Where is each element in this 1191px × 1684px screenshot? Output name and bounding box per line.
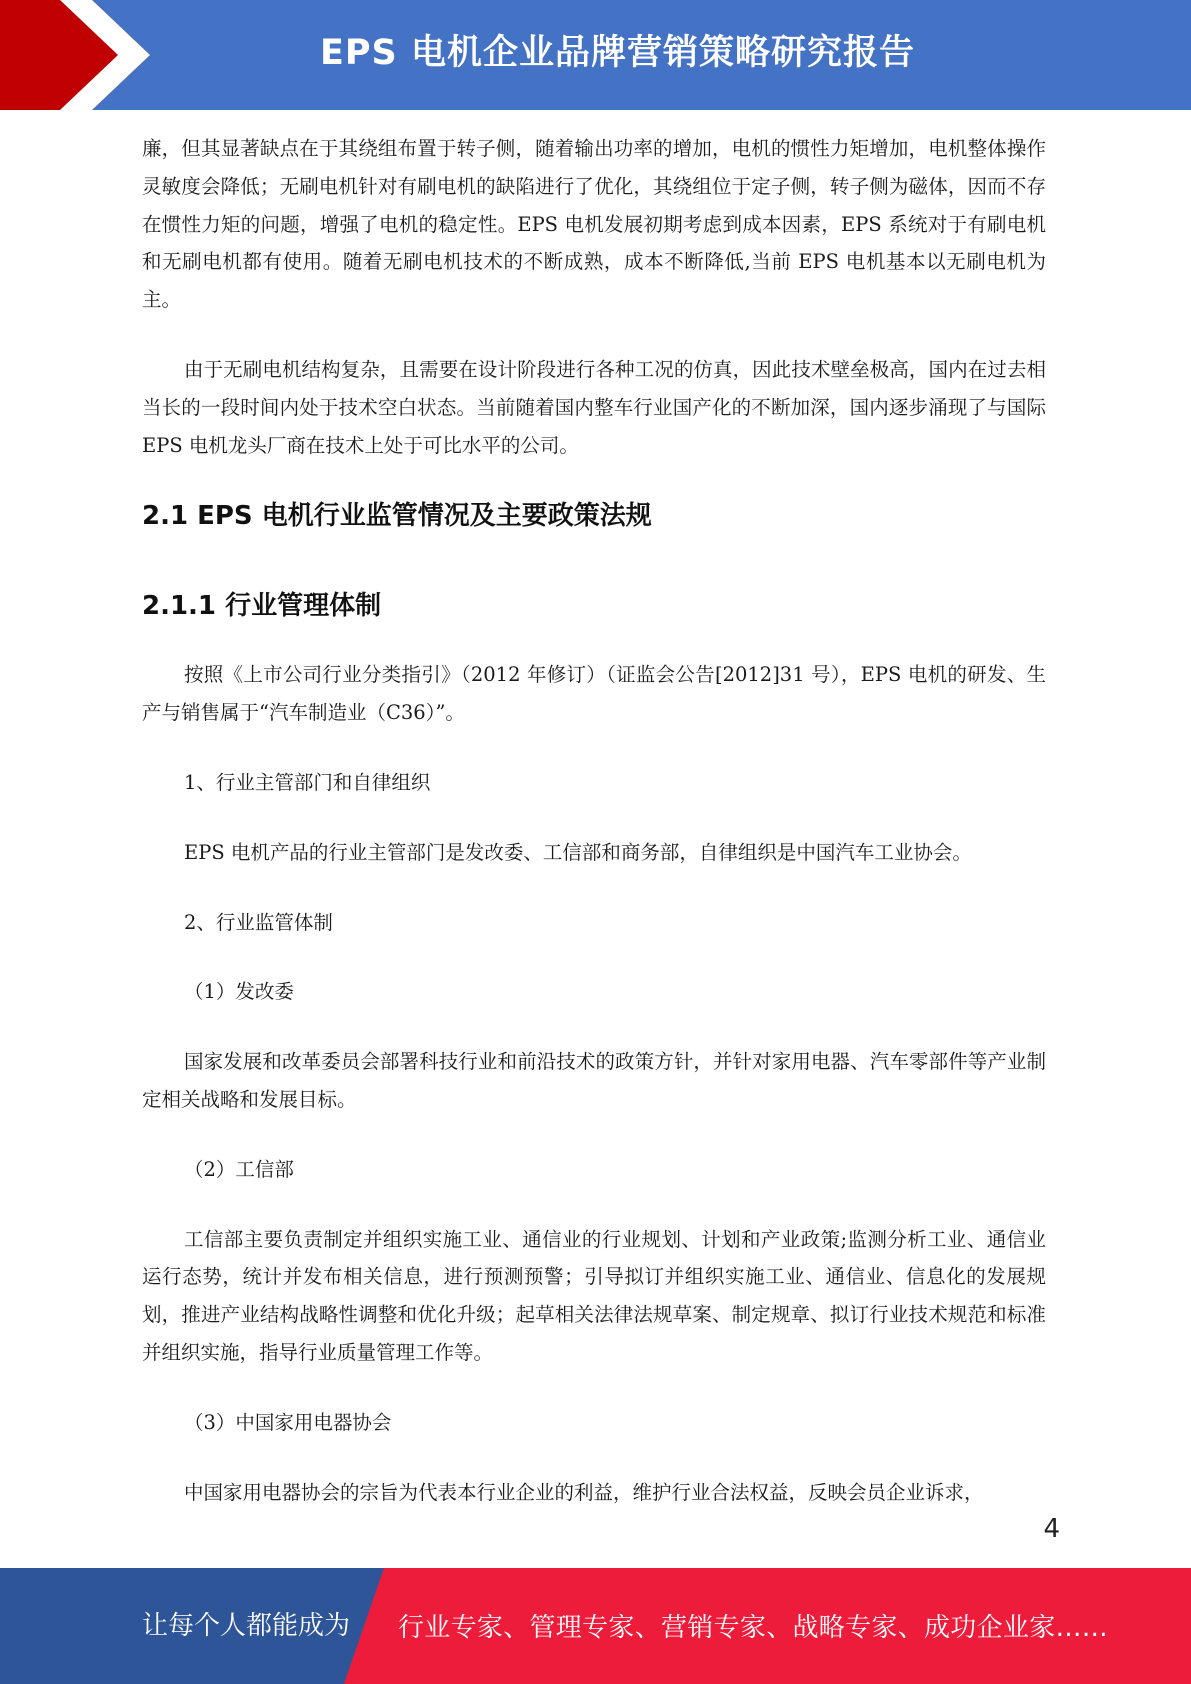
body-paragraph: 工信部主要负责制定并组织实施工业、通信业的行业规划、计划和产业政策;监测分析工业、通信业运行态势，统计并发布相关信息，进行预测预警；引导拟订并组织实施工业、通信业、信息化的发展规划，推进产业结构战略性调整和优化升级；起草相关法律法规草案、制定规章、拟订行业技术规范和标准并组织实施，指导行业质量管理工作等。 bbox=[142, 1227, 1046, 1364]
page-number: 4 bbox=[1043, 1514, 1060, 1544]
body-paragraph: 按照《上市公司行业分类指引》（2012 年修订）（证监会公告[2012]31 号），EPS 电机的研发、生产与销售属于“汽车制造业（C36）”。 bbox=[142, 663, 1046, 725]
body-paragraph: 中国家用电器协会的宗旨为代表本行业企业的利益，维护行业合法权益，反映会员企业诉求， bbox=[184, 1480, 984, 1504]
subsection-heading: 2.1.1 行业管理体制 bbox=[142, 591, 382, 622]
list-heading: 1、行业主管部门和自律组织 bbox=[184, 770, 431, 794]
item-heading: （2）工信部 bbox=[184, 1157, 294, 1181]
footer-slogan-left: 让每个人都能成为 bbox=[142, 1611, 351, 1641]
body-paragraph: EPS 电机产品的行业主管部门是发改委、工信部和商务部，自律组织是中国汽车工业协会。 bbox=[184, 840, 972, 864]
section-heading: 2.1 EPS 电机行业监管情况及主要政策法规 bbox=[142, 501, 652, 532]
item-heading: （3）中国家用电器协会 bbox=[184, 1410, 392, 1434]
body-paragraph: 国家发展和改革委员会部署科技行业和前沿技术的政策方针，并针对家用电器、汽车零部件等产业制定相关战略和发展目标。 bbox=[142, 1050, 1046, 1111]
list-heading: 2、行业监管体制 bbox=[184, 910, 333, 934]
page-footer bbox=[0, 1568, 1191, 1684]
footer-slogan-right: 行业专家、管理专家、营销专家、战略专家、成功企业家…… bbox=[398, 1613, 1109, 1643]
body-paragraph: 由于无刷电机结构复杂，且需要在设计阶段进行各种工况的仿真，因此技术壁垒极高，国内在过去相当长的一段时间内处于技术空白状态。当前随着国内整车行业国产化的不断加深，国内逐步涌现了与国际 EPS 电机龙头厂商在技术上处于可比水平的公司。 bbox=[142, 357, 1046, 457]
report-title: EPS 电机企业品牌营销策略研究报告 bbox=[320, 33, 915, 73]
item-heading: （1）发改委 bbox=[184, 980, 294, 1004]
document-body bbox=[142, 130, 1046, 1543]
page-header bbox=[0, 0, 1191, 110]
body-paragraph: 廉，但其显著缺点在于其绕组布置于转子侧，随着输出功率的增加，电机的惯性力矩增加，电机整体操作灵敏度会降低；无刷电机针对有刷电机的缺陷进行了优化，其绕组位于定子侧，转子侧为磁体，因而不存在惯性力矩的问题，增强了电机的稳定性。EPS 电机发展初期考虑到成本因素，EPS 系统对于有刷电机和无刷电机都有使用。随着无刷电机技术的不断成熟，成本不断降低,当前 EPS 电机基本以无刷电机为主。 bbox=[142, 137, 1046, 312]
